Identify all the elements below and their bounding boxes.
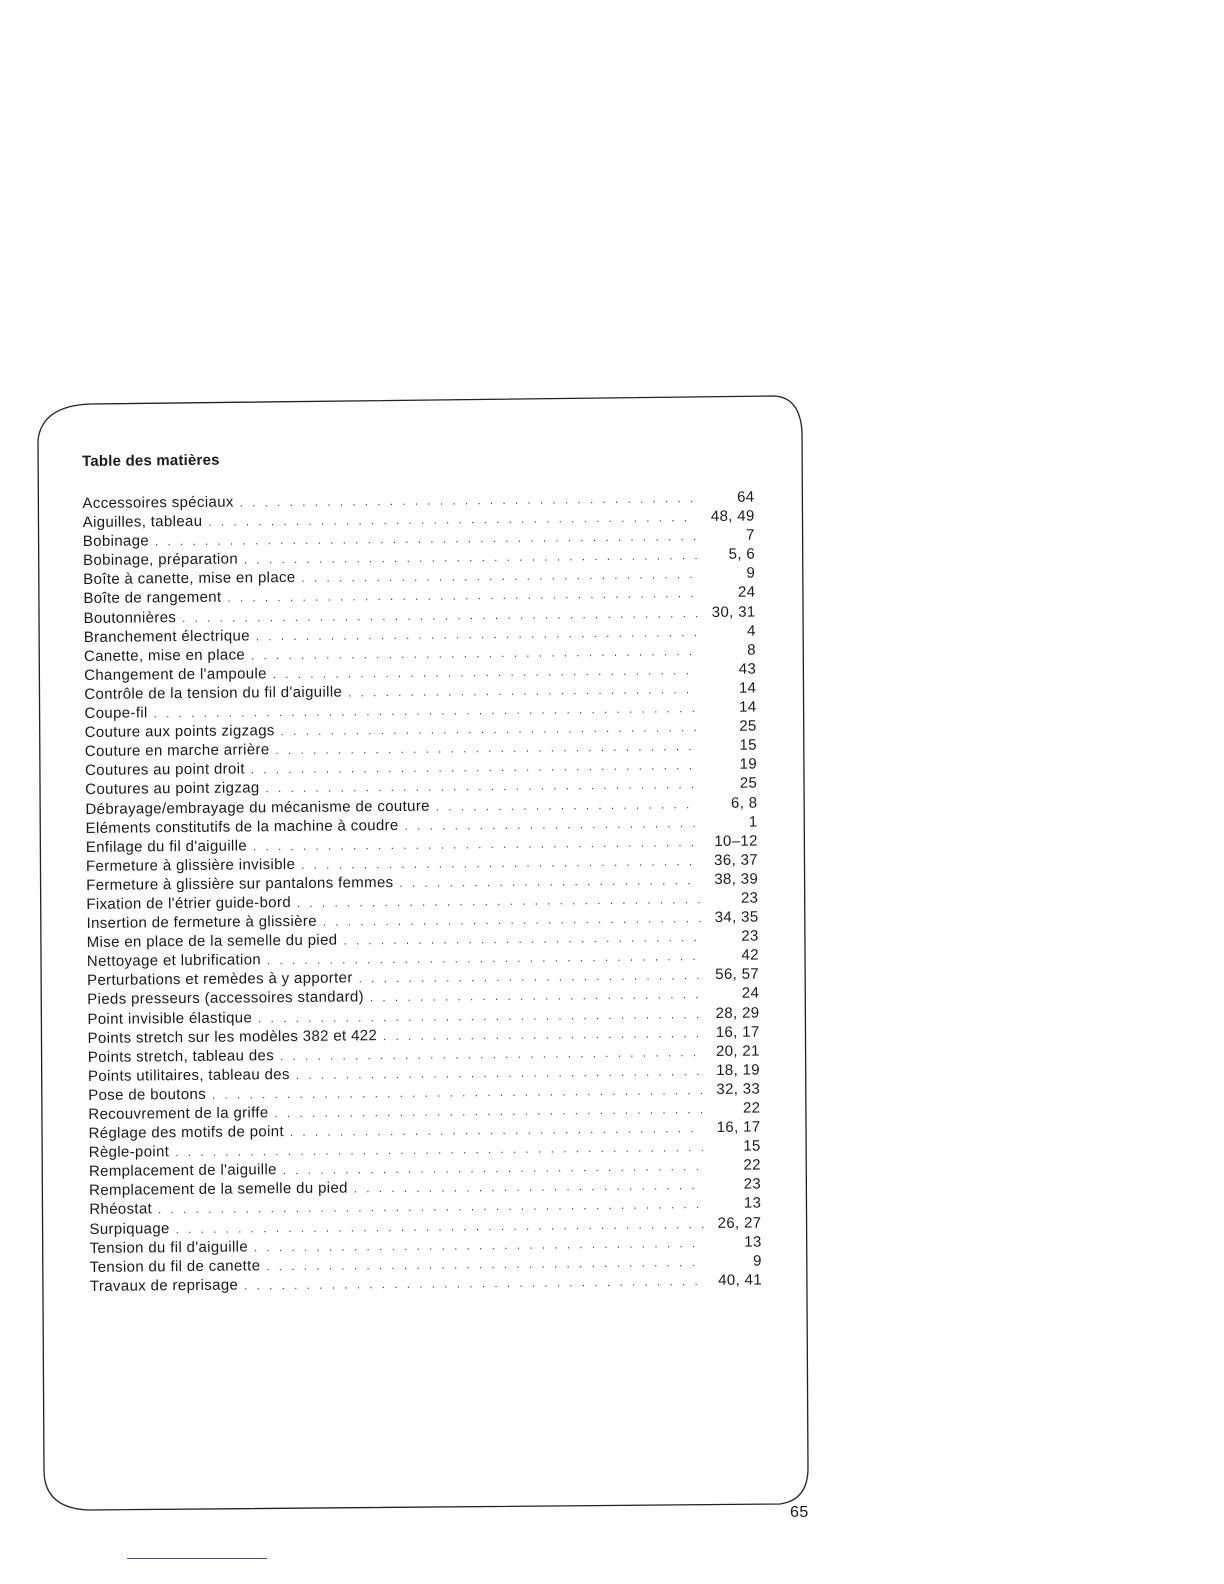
toc-entry-page: 34, 35 bbox=[714, 908, 759, 927]
toc-entry-page: 14 bbox=[738, 679, 757, 697]
toc-entry-label: Remplacement de la semelle du pied bbox=[89, 1179, 348, 1200]
toc-entry-label: Fermeture à glissière invisible bbox=[85, 855, 296, 875]
toc-entry-page: 8 bbox=[747, 641, 757, 659]
toc-entry-page: 6, 8 bbox=[730, 794, 758, 812]
toc-entry-page: 42 bbox=[741, 946, 759, 964]
toc-entry-page: 5, 6 bbox=[728, 545, 756, 564]
toc-entry-page: 15 bbox=[739, 736, 757, 754]
toc-entry-label: Canette, mise en place bbox=[83, 646, 246, 665]
toc-entry-label: Changement de l'ampoule bbox=[84, 665, 267, 684]
toc-entry-page: 30, 31 bbox=[711, 603, 756, 621]
toc-entry-label: Perturbations et remèdes à y apporter bbox=[86, 969, 353, 990]
toc-entry-label: Boutonnières bbox=[83, 608, 177, 627]
toc-entry-page: 23 bbox=[741, 927, 759, 945]
toc-entry-page: 48, 49 bbox=[710, 507, 755, 526]
toc-entry-label: Mise en place de la semelle du pied bbox=[86, 931, 338, 952]
toc-entry-label: Couture en marche arrière bbox=[84, 741, 270, 761]
toc-entry-page: 16, 17 bbox=[715, 1023, 760, 1041]
toc-entry-page: 9 bbox=[746, 564, 756, 583]
toc-entry-page: 23 bbox=[740, 889, 759, 907]
toc-entry-page: 28, 29 bbox=[715, 1004, 760, 1022]
toc-entry-page: 22 bbox=[743, 1156, 761, 1174]
toc-entry-page: 4 bbox=[746, 622, 756, 640]
toc-entry-label: Coupe-fil bbox=[84, 704, 148, 723]
toc-entry-page: 18, 19 bbox=[716, 1061, 761, 1079]
toc-entry-page: 15 bbox=[743, 1137, 761, 1155]
toc-entry-page: 14 bbox=[739, 698, 757, 716]
toc-entry-label: Eléments constitutifs de la machine à coudre bbox=[85, 816, 399, 837]
toc-entry-page: 9 bbox=[753, 1252, 762, 1270]
footer-rule bbox=[127, 1558, 267, 1559]
toc-entry-label: Débrayage/embrayage du mécanisme de couture bbox=[85, 797, 430, 818]
toc-entry-page: 1 bbox=[748, 813, 758, 831]
toc-entry-label: Contrôle de la tension du fil d'aiguille bbox=[84, 683, 343, 703]
toc-entry-page: 19 bbox=[739, 755, 758, 774]
toc-entry-page: 43 bbox=[738, 660, 757, 678]
toc-entry-page: 26, 27 bbox=[717, 1214, 762, 1232]
toc-entry-label: Coutures au point droit bbox=[84, 760, 245, 780]
toc-entry-label: Point invisible élastique bbox=[87, 1008, 253, 1028]
toc-entry-label: Nettoyage et lubrification bbox=[86, 951, 262, 971]
toc-entry-label: Pose de boutons bbox=[88, 1085, 207, 1104]
toc-entry-page: 23 bbox=[743, 1175, 762, 1194]
toc-entry-label: Enfilage du fil d'aiguille bbox=[85, 837, 248, 856]
toc-entry-page: 25 bbox=[739, 774, 758, 793]
dot-leader bbox=[244, 1273, 704, 1297]
toc-entry-page: 24 bbox=[737, 584, 756, 602]
table-of-contents bbox=[82, 446, 762, 1296]
toc-entry-page: 56, 57 bbox=[715, 965, 760, 984]
toc-title: Table des matières bbox=[82, 451, 220, 470]
toc-entry-label: Tension du fil d'aiguille bbox=[89, 1238, 249, 1257]
toc-entry-label: Bobinage bbox=[82, 532, 150, 551]
toc-entry-label: Réglage des motifs de point bbox=[88, 1123, 285, 1143]
toc-entry-label: Branchement électrique bbox=[83, 627, 250, 646]
toc-entry-label: Surpiquage bbox=[89, 1219, 170, 1238]
toc-entry-label: Bobinage, préparation bbox=[82, 550, 239, 570]
toc-entry-label: Points stretch, tableau des bbox=[87, 1046, 275, 1066]
toc-entry-label: Boîte de rangement bbox=[83, 589, 222, 608]
toc-entry-label: Rhéostat bbox=[89, 1200, 153, 1219]
toc-entry-label: Boîte à canette, mise en place bbox=[83, 569, 296, 589]
toc-entry-page: 25 bbox=[739, 717, 757, 735]
toc-entry-label: Remplacement de l'aiguille bbox=[88, 1161, 277, 1181]
toc-entry-page: 20, 21 bbox=[715, 1042, 760, 1060]
toc-entry-page: 13 bbox=[744, 1233, 762, 1251]
toc-entry-page: 64 bbox=[736, 488, 755, 506]
toc-entry-label: Insertion de fermeture à glissière bbox=[86, 912, 317, 933]
toc-entry-page: 40, 41 bbox=[718, 1271, 763, 1289]
toc-entry-label: Travaux de reprisage bbox=[89, 1276, 239, 1295]
toc-entry-page: 32, 33 bbox=[716, 1080, 761, 1098]
page-number: 65 bbox=[790, 1504, 809, 1521]
toc-entry-page: 24 bbox=[741, 984, 760, 1003]
toc-entry-page: 10–12 bbox=[714, 832, 758, 850]
toc-entry-label: Couture aux points zigzags bbox=[84, 722, 275, 742]
toc-entry-label: Fixation de l'étrier guide-bord bbox=[86, 893, 292, 913]
toc-entry-page: 7 bbox=[746, 526, 755, 544]
toc-entry-label: Points stretch sur les modèles 382 et 422 bbox=[87, 1026, 378, 1047]
toc-entry-label: Coutures au point zigzag bbox=[85, 779, 260, 799]
toc-entry-label: Règle-point bbox=[88, 1143, 170, 1162]
toc-entry-label: Pieds presseurs (accessoires standard) bbox=[87, 988, 365, 1009]
toc-list bbox=[82, 488, 762, 1296]
toc-entry-page: 16, 17 bbox=[716, 1118, 761, 1137]
toc-entry-page: 13 bbox=[743, 1194, 762, 1213]
toc-entry-label: Recouvrement de la griffe bbox=[88, 1104, 269, 1123]
toc-entry-label: Fermeture à glissière sur pantalons femmes bbox=[86, 873, 394, 894]
toc-entry-page: 36, 37 bbox=[714, 851, 759, 869]
toc-entry-page: 22 bbox=[742, 1099, 761, 1117]
toc-entry-page: 38, 39 bbox=[714, 870, 759, 888]
toc-entry-label: Tension du fil de canette bbox=[89, 1257, 261, 1276]
dot-leader bbox=[436, 796, 700, 818]
toc-entry-label: Aiguilles, tableau bbox=[82, 512, 203, 532]
toc-entry-label: Points utilitaires, tableau des bbox=[87, 1065, 290, 1085]
toc-entry-label: Accessoires spéciaux bbox=[82, 493, 234, 512]
